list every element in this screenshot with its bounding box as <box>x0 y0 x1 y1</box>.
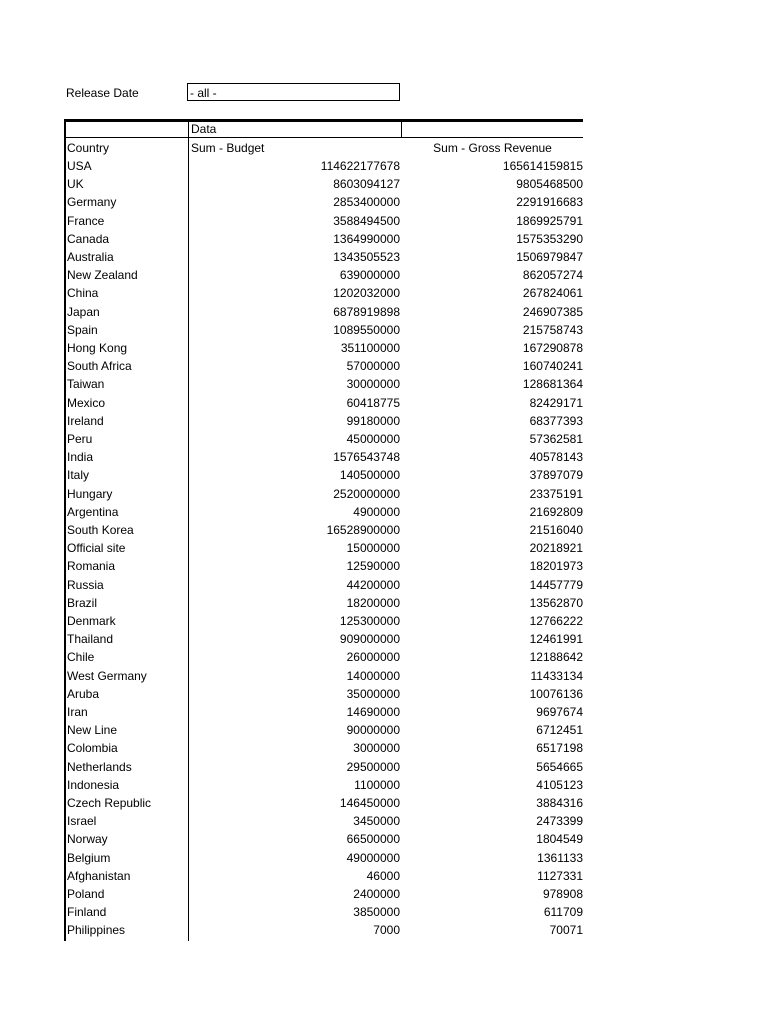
table-row <box>64 212 583 230</box>
table-row <box>64 648 583 666</box>
country-cell: Belgium <box>67 850 111 865</box>
budget-cell: 6878919898 <box>333 304 400 319</box>
gross-revenue-cell: 12461991 <box>529 632 583 647</box>
budget-cell: 2853400000 <box>333 195 400 210</box>
gross-revenue-cell: 9697674 <box>536 705 583 719</box>
country-column-header[interactable]: Country <box>67 141 110 155</box>
budget-cell: 14690000 <box>346 705 400 719</box>
budget-cell: 7000 <box>373 923 400 938</box>
table-row <box>64 157 583 175</box>
country-cell: Hungary <box>67 486 113 501</box>
country-cell: Czech Republic <box>67 796 152 810</box>
gross-revenue-cell: 246907385 <box>522 304 583 319</box>
table-row <box>64 339 583 357</box>
budget-cell: 1202032000 <box>333 286 400 301</box>
country-cell: New Line <box>67 723 118 738</box>
table-row <box>64 412 583 430</box>
gross-revenue-cell: 6712451 <box>536 723 583 738</box>
table-row <box>64 557 583 575</box>
country-cell: Italy <box>67 468 90 483</box>
gross-revenue-cell: 13562870 <box>529 595 583 610</box>
country-cell: New Zealand <box>67 268 138 283</box>
country-cell: China <box>67 286 99 301</box>
release-date-label: Release Date <box>66 86 139 100</box>
budget-cell: 90000000 <box>346 723 400 738</box>
country-cell: Aruba <box>67 686 100 701</box>
country-cell: Colombia <box>67 741 118 756</box>
budget-cell: 66500000 <box>346 832 400 847</box>
table-row <box>64 867 583 885</box>
country-cell: West Germany <box>67 668 147 683</box>
country-cell: Canada <box>67 231 110 246</box>
country-cell: South Africa <box>67 359 132 374</box>
table-row <box>64 448 583 466</box>
country-cell: Norway <box>67 832 108 847</box>
table-row <box>64 284 583 302</box>
budget-cell: 16528900000 <box>326 523 400 537</box>
gross-revenue-cell: 611709 <box>543 905 583 920</box>
table-row <box>64 357 583 375</box>
country-cell: Romania <box>67 559 116 574</box>
gross-revenue-cell: 82429171 <box>529 395 583 410</box>
gross-revenue-column-header[interactable]: Sum - Gross Revenue <box>433 141 552 155</box>
gross-revenue-cell: 1127331 <box>537 868 583 883</box>
budget-column-border <box>401 119 402 137</box>
gross-revenue-cell: 70071 <box>549 923 583 938</box>
gross-revenue-cell: 5654665 <box>536 759 583 774</box>
budget-cell: 99180000 <box>346 413 400 428</box>
country-cell: Brazil <box>67 595 98 610</box>
budget-cell: 114622177678 <box>320 159 400 173</box>
budget-cell: 8603094127 <box>333 177 400 192</box>
country-cell: Israel <box>67 814 97 829</box>
budget-cell: 57000000 <box>346 359 400 374</box>
gross-revenue-cell: 167290878 <box>522 341 583 355</box>
country-cell: Mexico <box>67 395 106 410</box>
table-row <box>64 594 583 612</box>
country-cell: Taiwan <box>67 377 105 392</box>
country-cell: South Korea <box>67 523 134 537</box>
budget-cell: 639000000 <box>339 268 400 283</box>
gross-revenue-cell: 1506979847 <box>516 250 583 264</box>
budget-cell: 3850000 <box>353 905 400 920</box>
table-row <box>64 612 583 630</box>
budget-cell: 18200000 <box>346 595 400 610</box>
country-cell: France <box>67 213 105 228</box>
table-row <box>64 758 583 776</box>
gross-revenue-cell: 68377393 <box>529 413 583 428</box>
table-row <box>64 630 583 648</box>
gross-revenue-cell: 21692809 <box>529 504 583 519</box>
gross-revenue-cell: 1361133 <box>537 850 583 865</box>
country-cell: Philippines <box>67 923 126 938</box>
table-row <box>64 667 583 685</box>
gross-revenue-cell: 21516040 <box>529 523 583 537</box>
country-cell: Afghanistan <box>67 868 131 883</box>
table-row <box>64 849 583 867</box>
data-header-underline <box>64 137 583 138</box>
gross-revenue-cell: 165614159815 <box>502 159 583 173</box>
budget-cell: 45000000 <box>346 432 400 446</box>
gross-revenue-cell: 978908 <box>542 887 583 901</box>
country-cell: Thailand <box>67 632 114 647</box>
gross-revenue-cell: 10076136 <box>529 686 583 701</box>
gross-revenue-cell: 20218921 <box>529 541 583 556</box>
gross-revenue-cell: 9805468500 <box>516 177 583 192</box>
table-row <box>64 721 583 739</box>
table-row <box>64 794 583 812</box>
gross-revenue-cell: 2291916683 <box>516 195 583 210</box>
country-cell: Poland <box>67 887 105 901</box>
table-row <box>64 830 583 848</box>
gross-revenue-cell: 57362581 <box>529 432 583 446</box>
budget-cell: 14000000 <box>346 668 400 683</box>
table-row <box>64 266 583 284</box>
gross-revenue-cell: 14457779 <box>529 577 583 592</box>
gross-revenue-cell: 40578143 <box>529 450 583 465</box>
budget-cell: 4900000 <box>353 504 400 519</box>
budget-cell: 15000000 <box>346 541 400 556</box>
budget-cell: 29500000 <box>346 759 400 774</box>
table-row <box>64 375 583 393</box>
country-cell: Japan <box>67 304 100 319</box>
budget-cell: 140500000 <box>339 468 400 483</box>
budget-cell: 2400000 <box>353 887 400 901</box>
table-row <box>64 812 583 830</box>
gross-revenue-cell: 12766222 <box>529 614 583 628</box>
country-cell: India <box>67 450 94 465</box>
budget-cell: 125300000 <box>339 614 400 628</box>
country-cell: Peru <box>67 432 93 446</box>
budget-cell: 1343505523 <box>333 250 400 264</box>
budget-cell: 1576543748 <box>333 450 400 465</box>
budget-cell: 3000000 <box>353 741 400 756</box>
gross-revenue-cell: 215758743 <box>522 322 583 337</box>
data-header: Data <box>191 122 217 136</box>
table-row <box>64 394 583 412</box>
gross-revenue-cell: 2473399 <box>536 814 583 829</box>
country-cell: Australia <box>67 250 114 264</box>
country-cell: Denmark <box>67 614 116 628</box>
budget-cell: 1089550000 <box>333 322 400 337</box>
country-cell: Official site <box>67 541 126 556</box>
gross-revenue-cell: 37897079 <box>529 468 583 483</box>
budget-cell: 49000000 <box>346 850 400 865</box>
table-row <box>64 485 583 503</box>
table-row <box>64 903 583 921</box>
gross-revenue-cell: 1869925791 <box>516 213 583 228</box>
table-row <box>64 776 583 794</box>
table-row <box>64 539 583 557</box>
budget-cell: 60418775 <box>346 395 400 410</box>
table-row <box>64 248 583 266</box>
country-cell: Russia <box>67 577 104 592</box>
table-row <box>64 703 583 721</box>
table-row <box>64 921 583 939</box>
table-row <box>64 230 583 248</box>
gross-revenue-cell: 23375191 <box>529 486 583 501</box>
budget-cell: 46000 <box>366 868 400 883</box>
country-cell: Argentina <box>67 504 119 519</box>
gross-revenue-cell: 128681364 <box>522 377 583 392</box>
budget-cell: 35000000 <box>346 686 400 701</box>
gross-revenue-cell: 1804549 <box>536 832 583 847</box>
budget-cell: 146450000 <box>339 796 400 810</box>
table-row <box>64 193 583 211</box>
table-row <box>64 739 583 757</box>
budget-cell: 44200000 <box>346 577 400 592</box>
country-cell: USA <box>67 159 92 173</box>
budget-cell: 909000000 <box>339 632 400 647</box>
country-cell: Ireland <box>67 413 104 428</box>
table-row <box>64 321 583 339</box>
table-row <box>64 430 583 448</box>
gross-revenue-cell: 160740241 <box>522 359 583 374</box>
release-date-filter[interactable]: - all - <box>187 83 400 101</box>
gross-revenue-cell: 11433134 <box>530 668 583 683</box>
country-cell: Netherlands <box>67 759 132 774</box>
country-cell: Iran <box>67 705 88 719</box>
gross-revenue-cell: 18201973 <box>529 559 583 574</box>
budget-column-header[interactable]: Sum - Budget <box>191 141 265 155</box>
table-row <box>64 303 583 321</box>
country-cell: Hong Kong <box>67 341 128 355</box>
gross-revenue-cell: 1575353290 <box>516 231 583 246</box>
gross-revenue-cell: 6517198 <box>536 741 583 756</box>
table-top-border <box>64 119 583 122</box>
table-row <box>64 175 583 193</box>
budget-cell: 1364990000 <box>333 231 400 246</box>
gross-revenue-cell: 3884316 <box>536 796 583 810</box>
country-cell: Germany <box>67 195 117 210</box>
budget-cell: 3588494500 <box>333 213 400 228</box>
country-cell: Chile <box>67 650 95 665</box>
budget-cell: 12590000 <box>346 559 400 574</box>
table-row <box>64 503 583 521</box>
table-row <box>64 466 583 484</box>
table-row <box>64 885 583 903</box>
table-row <box>64 685 583 703</box>
budget-cell: 351100000 <box>340 341 400 355</box>
country-cell: Indonesia <box>67 777 120 792</box>
budget-cell: 3450000 <box>353 814 400 829</box>
gross-revenue-cell: 862057274 <box>522 268 583 283</box>
table-row <box>64 521 583 539</box>
budget-cell: 1100000 <box>354 777 400 792</box>
country-cell: UK <box>67 177 84 192</box>
table-row <box>64 576 583 594</box>
country-cell: Spain <box>67 322 98 337</box>
gross-revenue-cell: 12188642 <box>529 650 583 665</box>
country-cell: Finland <box>67 905 107 920</box>
budget-cell: 30000000 <box>346 377 400 392</box>
gross-revenue-cell: 267824061 <box>522 286 583 301</box>
budget-cell: 26000000 <box>346 650 400 665</box>
budget-cell: 2520000000 <box>333 486 400 501</box>
gross-revenue-cell: 4105123 <box>536 777 583 792</box>
